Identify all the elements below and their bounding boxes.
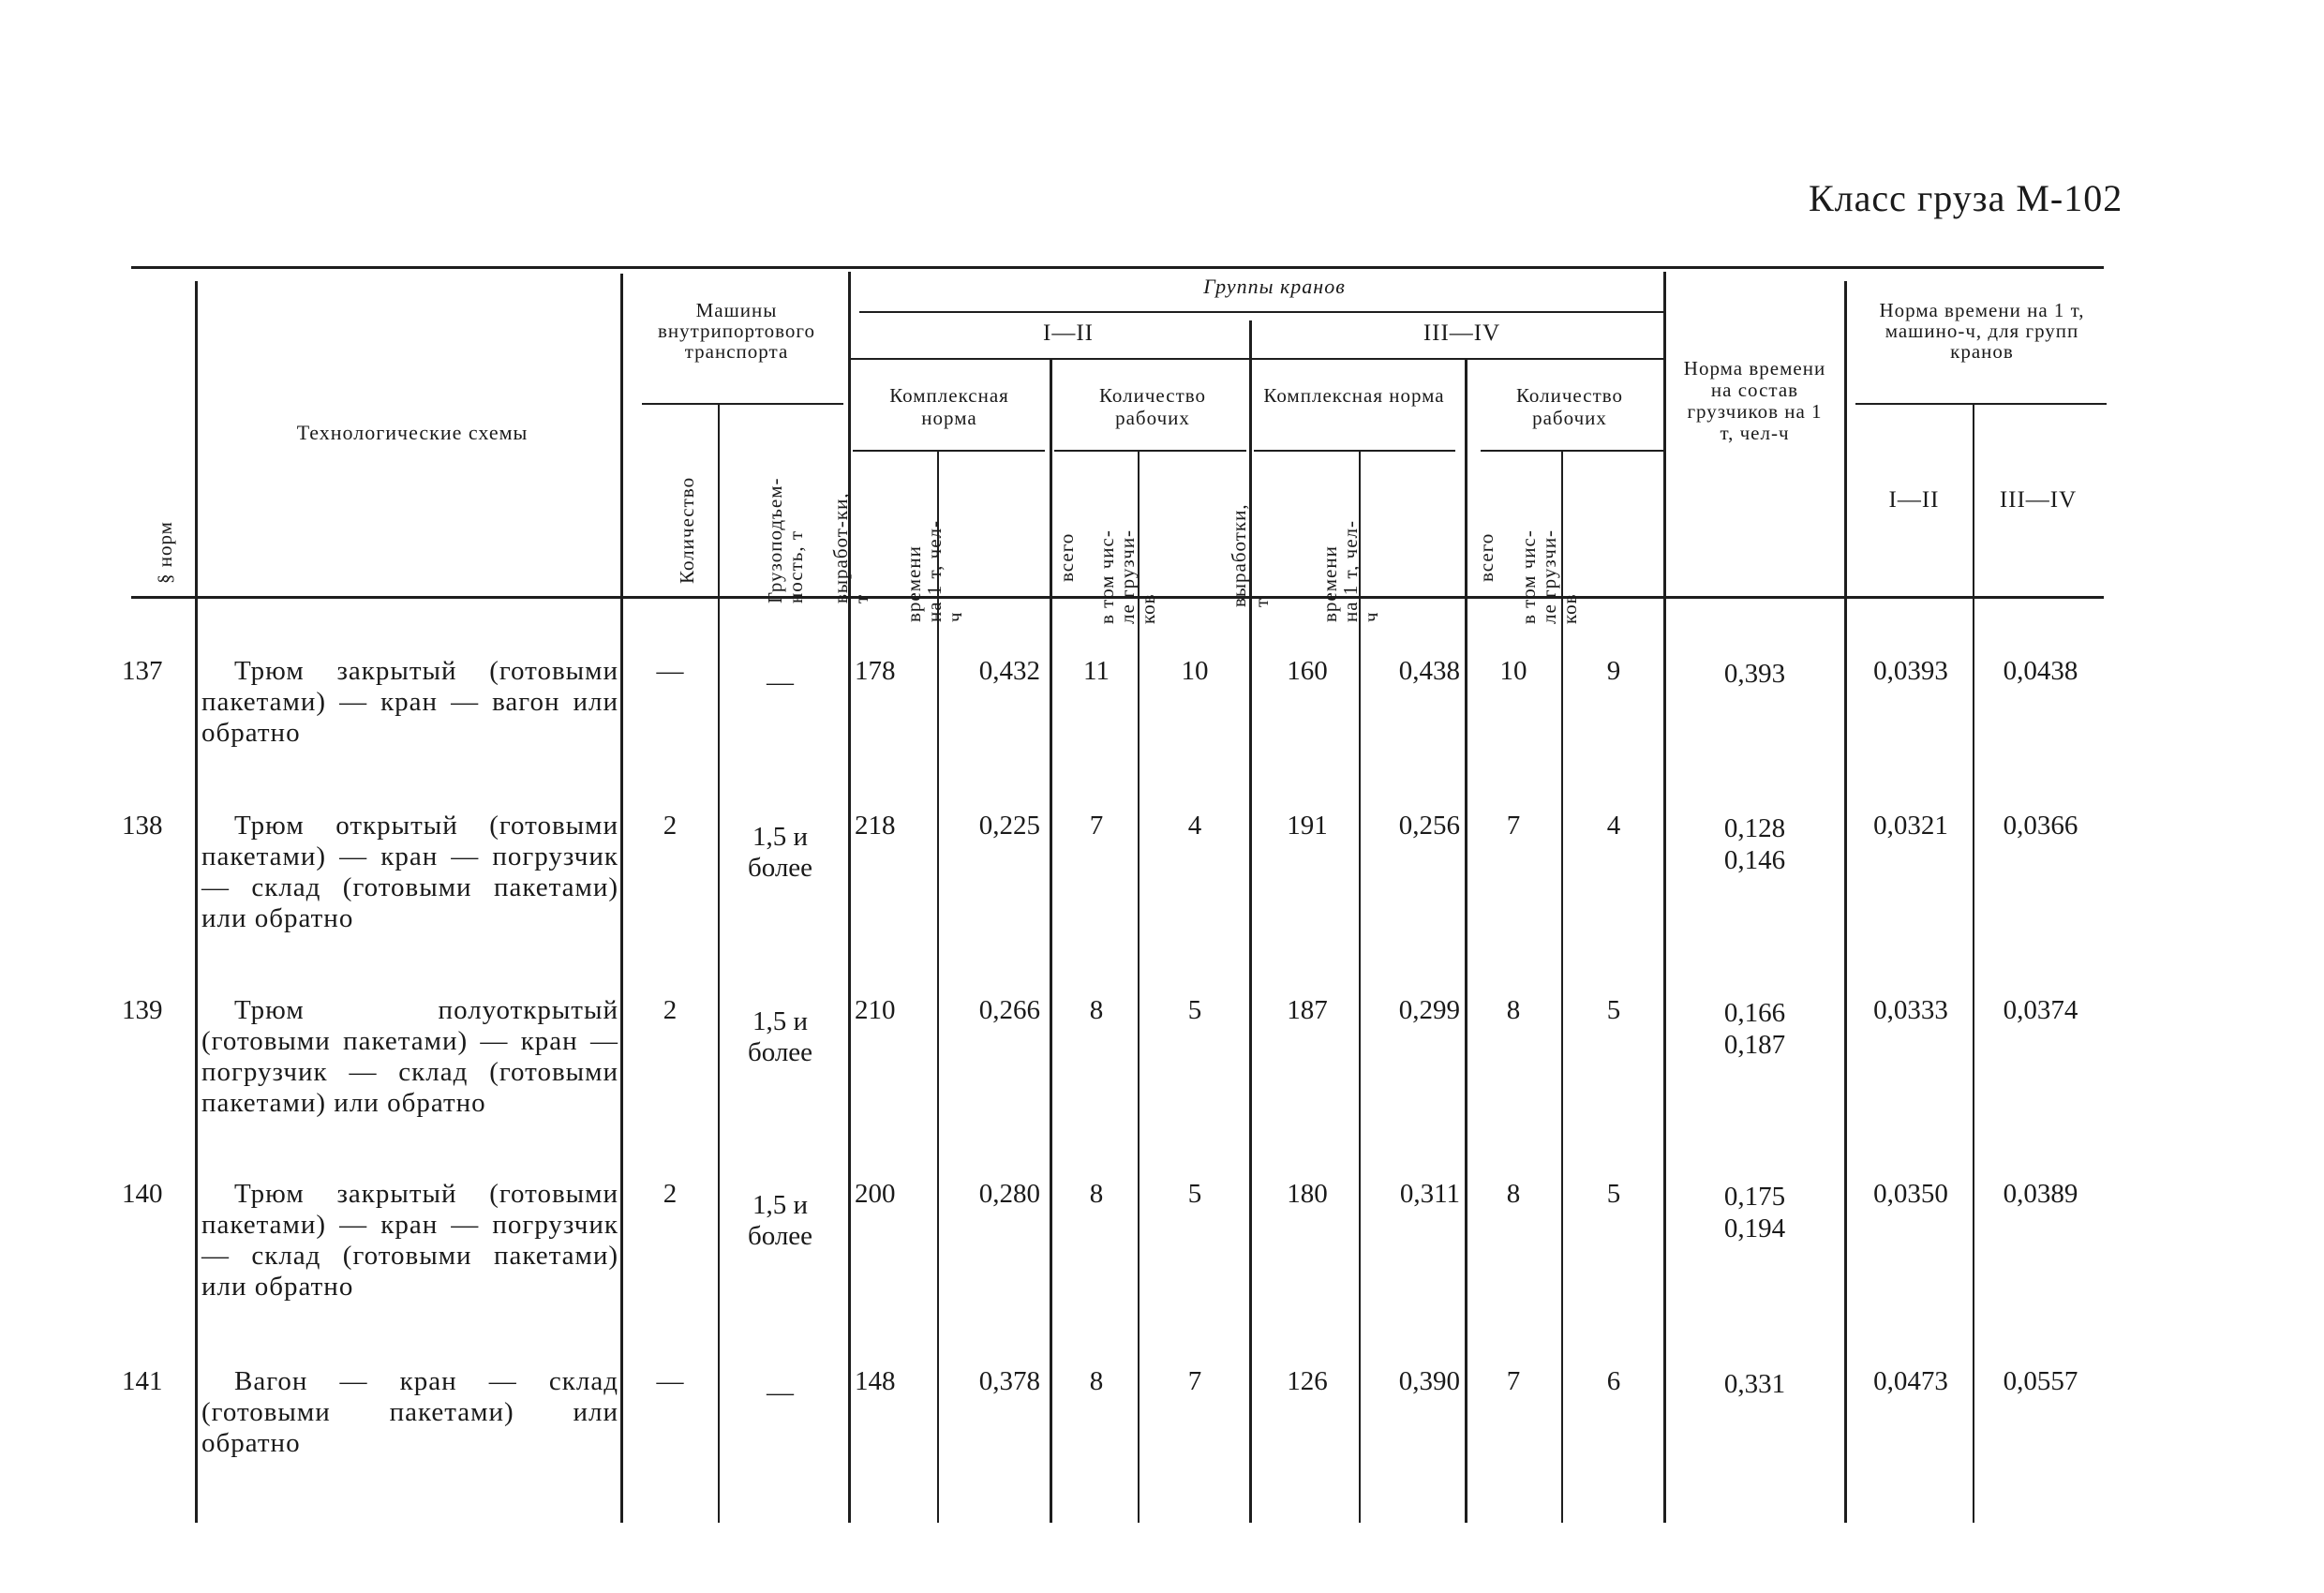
cell-mn2: 0,0389 [2003,1179,2078,1209]
header-group-2: III—IV [1423,320,1501,346]
cell-mn1: 0,0321 [1873,811,1948,841]
cell-no: 139 [122,995,163,1025]
cell-m-cap: 1,5 и более [747,1006,813,1067]
col-rule [1465,360,1467,1523]
cell-g1-output: 148 [855,1366,896,1396]
header-nm-group-1: I—II [1888,487,1940,513]
rule-under-complex-2 [1254,450,1455,452]
cell-g1-total: 8 [1089,1366,1104,1396]
cell-g2-output: 160 [1287,656,1328,686]
scheme-description: Трюм закрытый (готовыми пакетами) — кран — погрузчик — склад (готовыми пакетами) или обратно [201,1179,618,1302]
header-schemes: Технологические схемы [296,421,529,444]
cell-g1-loaders: 5 [1187,995,1202,1025]
cell-m-count: — [656,1366,684,1396]
cell-no: 137 [122,656,163,686]
cell-g2-loaders: 5 [1606,1179,1621,1209]
cell-g1-time: 0,225 [978,811,1040,841]
header-machines: Машины внутрипортового транспорта [657,299,816,363]
cell-m-cap: — [767,667,794,697]
header-machines-count: Количество [676,476,698,584]
cell-g2-time: 0,311 [1399,1179,1460,1209]
cell-g2-output: 191 [1287,811,1328,841]
cell-g2-output: 187 [1287,995,1328,1025]
header-loaders-2: в том чис-ле грузчи-ков [1517,529,1581,624]
col-rule [1844,281,1847,1523]
cell-g1-output: 210 [855,995,896,1025]
cell-g2-loaders: 9 [1606,656,1621,686]
cell-g2-time: 0,438 [1398,656,1460,686]
cell-g2-total: 7 [1506,1366,1521,1396]
cell-g2-total: 7 [1506,811,1521,841]
header-output-2: выработки, т [1228,503,1273,607]
header-time-2: времени на 1 т, чел-ч [1318,519,1382,622]
cell-mn2: 0,0557 [2003,1366,2078,1396]
col-rule [718,405,720,1523]
rule-under-machines [642,403,843,405]
cell-m-count: 2 [663,1179,678,1209]
cell-g1-total: 8 [1089,1179,1104,1209]
cell-m-count: 2 [663,811,678,841]
header-loaders-1: в том чис-ле грузчи-ков [1095,529,1159,624]
cell-g2-loaders: 5 [1606,995,1621,1025]
scheme-description: Трюм полуоткрытый (готовыми пакетами) — кран — погрузчик — склад (готовыми пакетами) или обратно [201,995,618,1118]
header-norm-machine: Норма времени на 1 т, машино-ч, для групп кранов [1879,299,2085,363]
cell-g2-time: 0,256 [1398,811,1460,841]
cell-g2-time: 0,299 [1398,995,1460,1025]
header-workers-count-1: Количество рабочих [1098,384,1207,429]
scheme-description: Трюм открытый (готовыми пакетами) — кран — погрузчик — склад (готовыми пакетами) или обратно [201,811,618,933]
cell-no: 140 [122,1179,163,1209]
cell-g1-loaders: 5 [1187,1179,1202,1209]
header-complex-norm-2: Комплексная норма [1263,384,1445,407]
cell-mn2: 0,0374 [2003,995,2078,1025]
cell-g2-output: 180 [1287,1179,1328,1209]
header-time-1: времени на 1 т, чел-ч [902,519,966,622]
cell-no: 138 [122,811,163,841]
header-norm-loaders: Норма времени на состав грузчиков на 1 т, чел-ч [1683,357,1826,444]
cell-g1-time: 0,378 [978,1366,1040,1396]
cell-norm: 0,128 0,146 [1723,813,1786,875]
cell-g1-time: 0,266 [978,995,1040,1025]
header-output-1: выработ-ки, т [829,492,872,603]
col-rule [1973,405,1974,1523]
cell-mn2: 0,0366 [2003,811,2078,841]
header-total-1: всего [1055,532,1078,582]
cell-g2-total: 8 [1506,1179,1521,1209]
cell-norm: 0,393 [1723,659,1786,689]
col-rule [1663,272,1666,1523]
page-title: Класс груза М-102 [1809,177,2123,219]
cell-m-cap: — [767,1377,794,1407]
cell-mn2: 0,0438 [2003,656,2078,686]
cell-g1-loaders: 10 [1181,656,1209,686]
cell-g1-time: 0,280 [978,1179,1040,1209]
cell-g1-time: 0,432 [978,656,1040,686]
cell-g1-loaders: 4 [1187,811,1202,841]
cell-g2-total: 8 [1506,995,1521,1025]
cell-g1-total: 11 [1083,656,1110,686]
col-rule [1050,360,1052,1523]
cell-g1-output: 200 [855,1179,896,1209]
cell-m-count: — [656,656,684,686]
cell-g2-output: 126 [1287,1366,1328,1396]
cell-g2-loaders: 4 [1606,811,1621,841]
cell-mn1: 0,0333 [1873,995,1948,1025]
rule-under-workers-2 [1481,450,1663,452]
header-nm-group-2: III—IV [1999,487,2078,513]
cell-g1-output: 178 [855,656,896,686]
cell-m-cap: 1,5 и более [747,822,813,883]
header-section-no: § норм [154,521,176,584]
cell-g2-total: 10 [1499,656,1527,686]
scheme-description: Трюм закрытый (готовыми пакетами) — кран — вагон или обратно [201,656,618,748]
rule-under-crane-groups [859,311,1663,313]
header-machines-capacity: Грузоподъем-ность, т [764,477,807,603]
header-crane-groups: Группы кранов [1203,275,1346,298]
cell-g1-loaders: 7 [1187,1366,1202,1396]
cell-mn1: 0,0393 [1873,656,1948,686]
cell-g1-total: 8 [1089,995,1104,1025]
header-total-2: всего [1475,532,1497,582]
header-group-1: I—II [1043,320,1094,346]
header-complex-norm-1: Комплексная норма [889,384,1009,429]
cell-g2-time: 0,390 [1398,1366,1460,1396]
scheme-description: Вагон — кран — склад (готовыми пакетами) или обратно [201,1366,618,1458]
rule-under-machine-norm [1855,403,2107,405]
col-rule [848,272,851,1523]
rule-under-workers-1 [1054,450,1246,452]
cell-m-count: 2 [663,995,678,1025]
cell-g2-loaders: 6 [1606,1366,1621,1396]
col-rule [620,274,623,1523]
col-rule [195,281,198,1523]
cell-g1-total: 7 [1089,811,1104,841]
cell-mn1: 0,0350 [1873,1179,1948,1209]
cell-g1-output: 218 [855,811,896,841]
cell-mn1: 0,0473 [1873,1366,1948,1396]
cell-norm: 0,331 [1723,1369,1786,1399]
cell-norm: 0,175 0,194 [1723,1182,1786,1243]
cell-norm: 0,166 0,187 [1723,998,1786,1060]
rule-under-complex-1 [853,450,1045,452]
header-workers-count-2: Количество рабочих [1515,384,1624,429]
table-top-rule [131,266,2104,269]
rule-under-group-labels [848,358,1663,360]
cell-no: 141 [122,1366,163,1396]
cell-m-cap: 1,5 и более [747,1190,813,1251]
